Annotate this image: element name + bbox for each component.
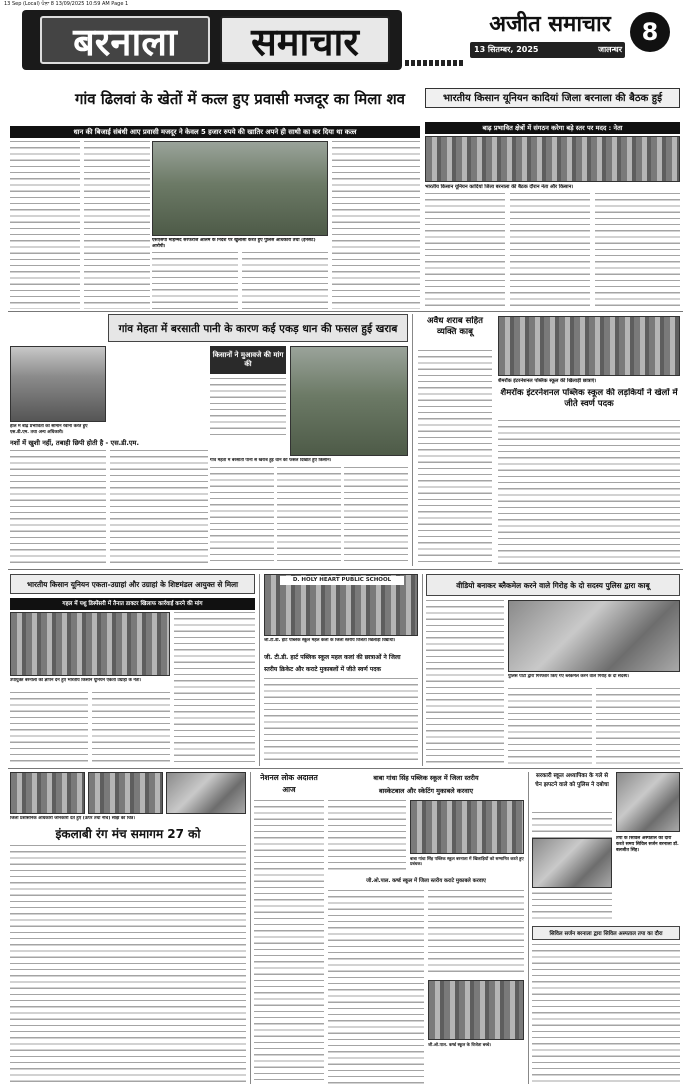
rain-left-caption: हाल में बाढ़ प्रभावितों को सामान रवाना करते हुए एस.डी.एम. तथा अन्य अधिकारी। <box>10 424 88 435</box>
rain-left-photo <box>10 346 106 422</box>
drama-text <box>10 845 246 1083</box>
video-text-3 <box>596 688 680 764</box>
union-photo <box>425 136 680 182</box>
school-gold-caption: शैमरॉक इंटरनेशनल पब्लिक स्कूल की खिलाड़ी छात्राएं। <box>498 378 597 384</box>
holy-heart-headline-1: जी. टी.डी. हार्ट पब्लिक स्कूल महल कलां की छात्राओं ने जिला <box>264 654 401 661</box>
union-meeting-text-3 <box>92 692 170 762</box>
rain-text-c <box>277 467 341 565</box>
rule-1 <box>8 311 683 312</box>
rain-left-text-2 <box>110 450 208 565</box>
page-number: 8 <box>641 18 659 46</box>
rain-left-text-1 <box>10 450 106 565</box>
rule-v3 <box>422 574 423 766</box>
gopal-text-2 <box>428 890 524 976</box>
masthead <box>0 8 687 82</box>
gopal-text <box>328 890 424 1084</box>
rain-headline: गांव मेहता में बरसाती पानी के कारण कई एकड़ धान की फसल हुई खराब <box>108 314 408 342</box>
rule-v2 <box>259 574 260 766</box>
baba-caption: बाबा गांधा सिंह पब्लिक स्कूल बरनाला में खिलाड़ियों को सम्मानित करते हुए प्रबंधक। <box>410 856 524 867</box>
gopal-photo <box>428 980 524 1040</box>
arrest-headline: अवैध शराब सहित व्यक्ति काबू <box>427 316 483 337</box>
school-gold-headline: शैमरॉक इंटरनेशनल पब्लिक स्कूल की लड़कियों ने खेलों में जीते स्वर्ण पदक <box>500 388 678 409</box>
masthead-right-title: समाचार <box>220 16 390 64</box>
masthead-left-title: बरनाला <box>40 16 210 64</box>
union-meeting-text-1 <box>174 612 255 762</box>
edition-date: 13 सितम्बर, 2025 <box>474 45 539 54</box>
arrest-text <box>418 350 492 565</box>
gopal-caption: जी.ओ.पाल. कर्ष्ड स्कूल के विजेता बच्चे। <box>428 1042 491 1047</box>
hospital-caption: तपा के सिविल अस्पताल का दौरा करते समय सिविल सर्जन बरनाला डॉ. बलजीत सिंह। <box>616 836 679 853</box>
lead-strap: धान की बिजाई संबंधी आए प्रवासी मजदूर ने केवल 5 हजार रुपये की खातिर अपने ही साथी का कर दिया था कत्ल <box>10 126 420 138</box>
paper-name: अजीत समाचार <box>489 12 611 37</box>
video-text-1 <box>426 600 504 764</box>
lead-photo <box>152 141 328 236</box>
union-text-1 <box>425 193 505 307</box>
baba-text-1 <box>328 800 406 872</box>
rain-boxed-heading: किसानों ने मुआवजे की मांग की <box>210 346 286 374</box>
holy-heart-text <box>264 678 418 764</box>
union-meeting-headline: भारतीय किसान यूनियन एकता-उग्राहां और उग्राहां के शिष्टमंडल आयुक्त से मिला <box>10 574 255 594</box>
school-gold-text-1 <box>498 420 680 565</box>
union-text-2 <box>510 193 590 307</box>
lead-photo-caption: एसएसपी मोहम्मद सरफराज आलम के निर्देश पर खुलासा करते हुए पुलिस अधिकारी तथा (इनसेट) आरोपी। <box>152 238 316 249</box>
rain-left-headline: नशों में खुशी नहीं, तबाही छिपी होती है - एस.डी.एम. <box>10 439 139 447</box>
national-headline: नेशनल लोक अदालत आज <box>260 773 318 794</box>
union-meeting-caption: उपायुक्त बरनाला को ज्ञापन देने हुए भारतीय किसान यूनियन एकता उग्राहां के नेता। <box>10 678 142 683</box>
print-line: 13 Sep (Local) ਪੰਨਾ 8 13/09/2025 10:59 AM Page 1 <box>4 1 129 7</box>
rule-3 <box>8 768 683 769</box>
video-text-2 <box>508 688 592 764</box>
gopal-headline: जी.ओ.पाल. कर्ष्ड स्कूल में जिला स्तरीय कराटे मुकाबले करवाए <box>366 878 486 884</box>
rain-photo <box>290 346 408 456</box>
masthead-decor-bar <box>405 60 465 66</box>
video-photo-caption: पुलिस पार्टी द्वारा गिरफ्तार किए गए ब्लैकमेल करने वाले गिरोह के दो सदस्य। <box>508 674 630 679</box>
hospital-text <box>532 944 680 1084</box>
union-strap: बाढ़ प्रभावित क्षेत्रों में संगठन करेगा बड़े स्तर पर मदद : नेता <box>425 122 680 134</box>
rain-text-d <box>344 467 408 565</box>
edition-city: जालन्धर <box>598 45 622 54</box>
hospital-photo <box>532 838 612 888</box>
union-meeting-strap: गहल में पशु डिस्पेंसरी में तैनात डाक्टर खिलाफ कार्रवाई करने की मांग <box>10 598 255 610</box>
rule-2 <box>8 569 683 570</box>
hospital-headline: सिविल सर्जन बरनाला द्वारा सिविल अस्पताल तपा का दौरा <box>532 926 680 940</box>
union-photo-caption: भारतीय किसान यूनियन कादियां जिला बरनाला की बैठक दौरान नेता और किसान। <box>425 184 574 190</box>
holy-heart-headline-2: स्तरीय क्रिकेट और कराटे मुकाबलों में जीते स्वर्ण पदक <box>264 666 382 673</box>
holy-heart-caption: जी.टी.डी. हार्ट पब्लिक स्कूल महल कलां के जिला स्तरीय विजेता खिलाड़ी विद्यार्थी। <box>264 638 396 643</box>
holy-heart-banner: D. HOLY HEART PUBLIC SCHOOL <box>280 576 404 585</box>
union-meeting-photo <box>10 612 170 676</box>
rule-v1 <box>412 314 413 566</box>
rule-v4 <box>250 772 251 1084</box>
lead-headline: गांव ढिलवां के खेतों में कत्ल हुए प्रवासी मजदूर का मिला शव <box>74 90 406 108</box>
crime-photo <box>616 772 680 832</box>
rain-text-a <box>210 378 286 436</box>
union-headline: भारतीय किसान यूनियन कादियां जिला बरनाला की बैठक हुई <box>425 88 680 108</box>
lead-column-text-3 <box>152 252 238 309</box>
baba-photo <box>410 800 524 854</box>
lead-column-text-2 <box>84 141 150 309</box>
rain-text-b <box>210 467 274 565</box>
rule-v5 <box>528 772 529 1084</box>
baba-headline-1: बाबा गांधा सिंह पब्लिक स्कूल में जिला स्तरीय <box>373 774 479 782</box>
lead-column-text-4 <box>242 252 328 309</box>
drama-headline: इंकलाबी रंग मंच समागम 27 को <box>55 827 201 841</box>
national-text <box>254 800 324 1084</box>
lead-column-text-1 <box>10 141 80 309</box>
lead-column-text-5 <box>332 141 420 309</box>
drama-photo-1 <box>10 772 85 814</box>
video-headline: वीडियो बनाकर ब्लैकमेल करने वाले गिरोह के दो सदस्य पुलिस द्वारा काबू <box>426 574 680 596</box>
rain-photo-caption: गांव मेहता में बरसाती पानी से खराब हुई धान की फसल दिखाते हुए किसान। <box>210 458 332 463</box>
drama-caption: जिला प्रशासनिक अधिकारी जानकारी देते हुए (ऊपर तथा नीचे) सांझे का चित्र। <box>10 816 135 821</box>
baba-headline-2: बास्केटबाल और स्केटिंग मुकाबले करवाए <box>378 787 474 795</box>
video-photo <box>508 600 680 672</box>
school-gold-photo <box>498 316 680 376</box>
crime-headline: सरकारी स्कूल अध्यापिका के गले से चेन झपटने वाले को पुलिस ने दबोचा <box>535 773 609 788</box>
union-text-3 <box>595 193 680 307</box>
drama-photo-3 <box>166 772 246 814</box>
drama-photo-2 <box>88 772 163 814</box>
union-meeting-text-2 <box>10 692 88 762</box>
